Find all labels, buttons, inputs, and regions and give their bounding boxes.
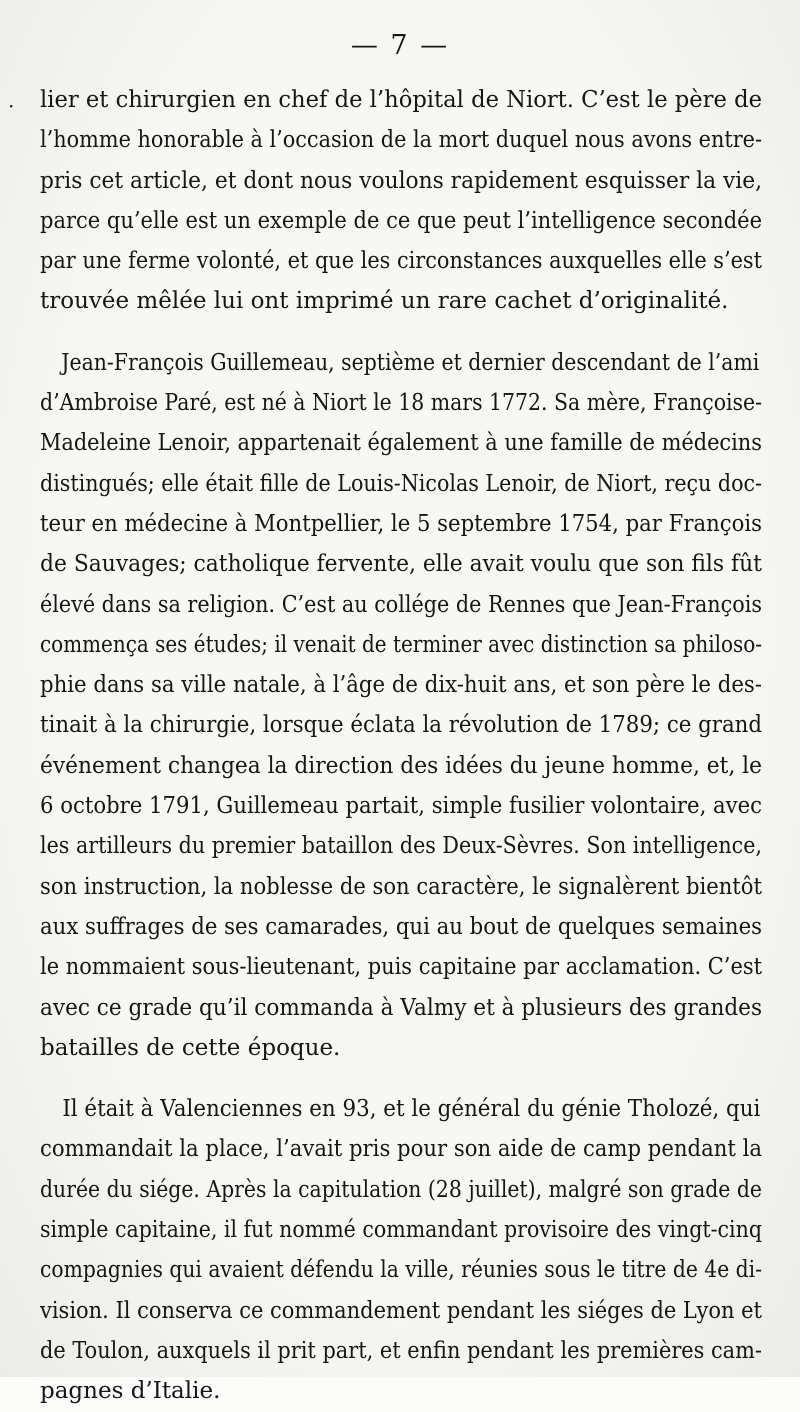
text-line: de Sauvages; catholique fervente, elle avait voulu que son fils fût — [40, 551, 762, 578]
text-line: le nommaient sous-lieutenant, puis capitaine par acclamation. C’est — [40, 954, 763, 981]
text-line: vision. Il conserva ce commandement pendant les siéges de Lyon et — [40, 1297, 762, 1324]
text-line: parce qu’elle est un exemple de ce que peut l’intelligence secondée — [40, 207, 763, 234]
text-line: les artilleurs du premier bataillon des Deux-Sèvres. Son intelligence, — [40, 833, 762, 860]
text-line: d’Ambroise Paré, est né à Niort le 18 mars 1772. Sa mère, Françoise- — [40, 390, 763, 417]
text-line: simple capitaine, il fut nommé commandant provisoire des vingt-cinq — [40, 1217, 762, 1244]
text-line: événement changea la direction des idées du jeune homme, et, le — [40, 752, 762, 779]
text-line: commandait la place, l’avait pris pour son aide de camp pendant la — [40, 1136, 763, 1163]
paragraph-3 — [40, 1089, 762, 1411]
text-line: distingués; elle était fille de Louis-Nicolas Lenoir, de Niort, reçu doc- — [40, 470, 763, 497]
text-line: trouvée mêlée lui ont imprimé un rare cachet d’originalité. — [40, 288, 729, 315]
text-line: aux suffrages de ses camarades, qui au bout de quelques semaines — [40, 913, 763, 940]
text-line: pagnes d’Italie. — [40, 1378, 221, 1405]
paragraph-1 — [40, 80, 762, 322]
text-line: élevé dans sa religion. C’est au collége de Rennes que Jean-François — [40, 591, 762, 618]
paragraph-2 — [40, 343, 762, 1068]
text-line: Jean-François Guillemeau, septième et dernier descendant de l’ami — [61, 349, 760, 376]
text-line: par une ferme volonté, et que les circonstances auxquelles elle s’est — [40, 248, 762, 275]
text-line: pris cet article, et dont nous voulons rapidement esquisser la vie, — [40, 167, 763, 194]
text-line: compagnies qui avaient défendu la ville, réunies sous le titre de 4e di- — [40, 1257, 763, 1284]
text-line: batailles de cette époque. — [40, 1034, 341, 1061]
text-line: teur en médecine à Montpellier, le 5 septembre 1754, par François — [40, 510, 763, 537]
body-text — [40, 80, 762, 1412]
page-number: — 7 — — [350, 30, 450, 61]
text-line: Il était à Valenciennes en 93, et le général du génie Tholozé, qui — [62, 1096, 761, 1123]
text-line: l’homme honorable à l’occasion de la mort duquel nous avons entre- — [40, 127, 762, 154]
text-line: de Toulon, auxquels il prit part, et enfin pendant les premières cam- — [40, 1337, 762, 1364]
text-line: avec ce grade qu’il commanda à Valmy et à plusieurs des grandes — [40, 994, 763, 1021]
text-line: tinait à la chirurgie, lorsque éclata la révolution de 1789; ce grand — [40, 712, 763, 739]
text-line: 6 octobre 1791, Guillemeau partait, simple fusilier volontaire, avec — [40, 793, 763, 820]
text-line: son instruction, la noblesse de son caractère, le signalèrent bientôt — [40, 873, 762, 900]
text-line: lier et chirurgien en chef de l’hôpital de Niort. C’est le père de — [40, 87, 762, 113]
text-line: commença ses études; il venait de terminer avec distinction sa philoso- — [40, 631, 763, 658]
text-line: durée du siége. Après la capitulation (28 juillet), malgré son grade de — [40, 1176, 762, 1203]
text-line: phie dans sa ville natale, à l’âge de dix-huit ans, et son père le des- — [40, 672, 762, 699]
text-line: Madeleine Lenoir, appartenait également à une famille de médecins — [40, 430, 762, 457]
margin-mark: · — [8, 94, 15, 118]
